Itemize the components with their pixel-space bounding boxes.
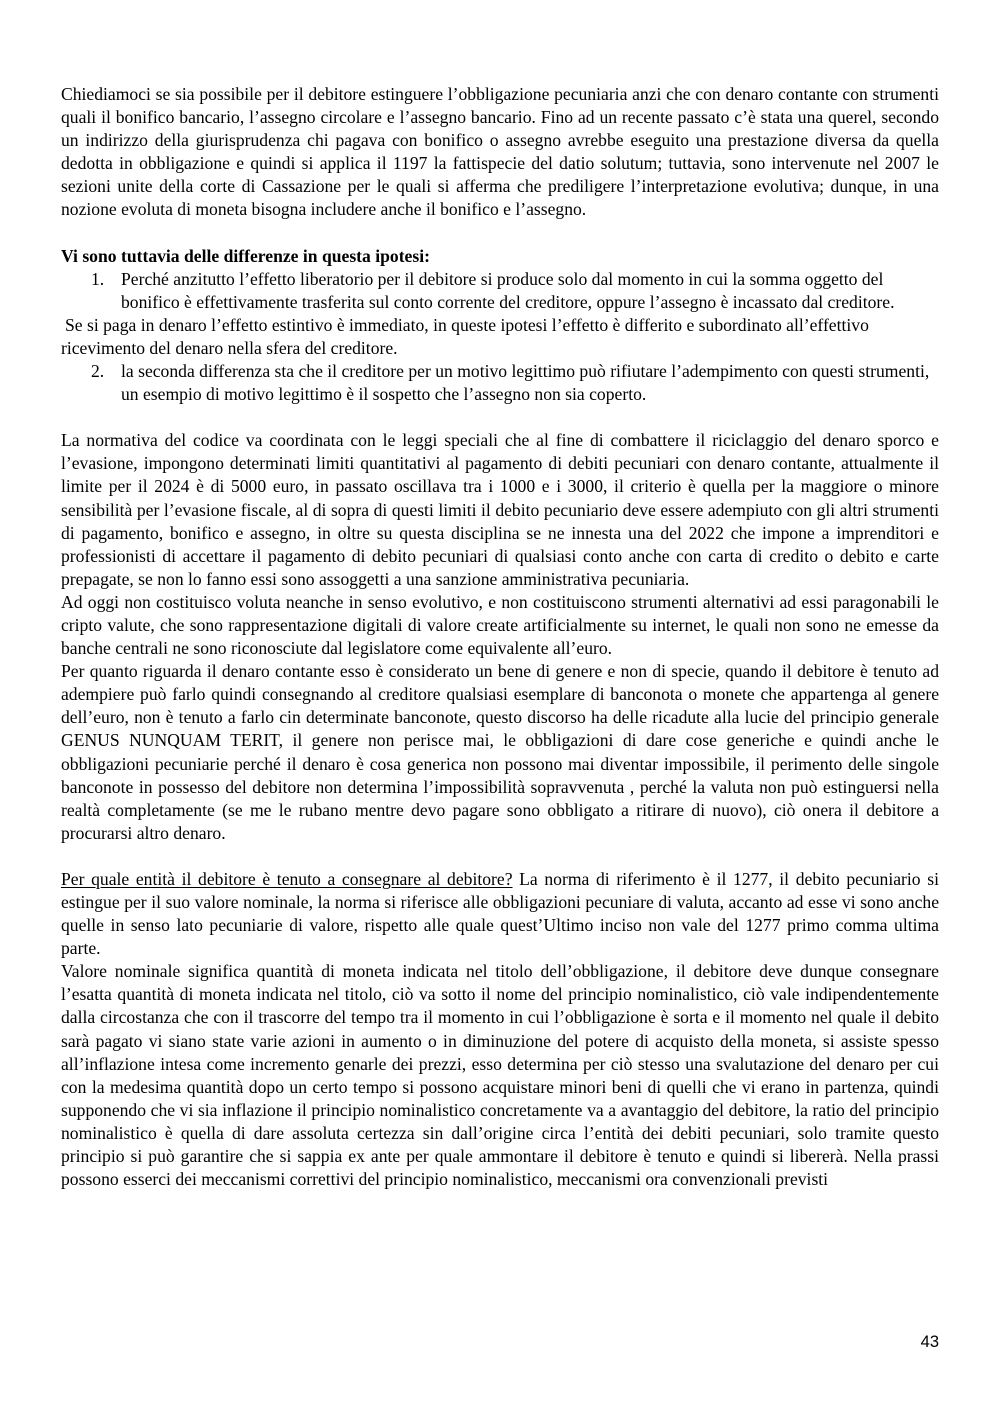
paragraph-effetto-estintivo: Se si paga in denaro l’effetto estintivo è immediato, in queste ipotesi l’effetto è differito e subordinato all’effettivo ricevimento del denaro nella sfera del creditore.: [61, 314, 869, 358]
list-number: 2.: [91, 361, 105, 382]
list-item-text: la seconda differenza sta che il creditore per un motivo legittimo può rifiutare l’adempimento con questi strumenti, un esempio di motivo legittimo è il sospetto che l’assegno non sia coperto.: [121, 361, 930, 405]
differences-list-2: [61, 360, 939, 406]
list-item-text: Perché anzitutto l’effetto liberatorio per il debitore si produce solo dal momento in cui la somma oggetto del bonifico è effettivamente trasferita sul conto corrente del creditore, oppure l’assegno è incassato dal creditore.: [121, 268, 895, 312]
document-page: [61, 83, 939, 1191]
paragraph-cripto-valute: Ad oggi non costituisco voluta neanche in senso evolutivo, e non costituiscono strumenti alternativi ad essi paragonabili le cripto valute, che sono rappresentazione digitali di valore create artificialmente su internet, le quali non sono ne emesse da banche centrali ne sono riconosciute dal legislatore come equivalente all’euro.: [61, 591, 939, 659]
paragraph-valore-nominale-question: [61, 868, 939, 960]
list-item: [61, 268, 939, 314]
underlined-question: Per quale entità il debitore è tenuto a consegnare al debitore?: [61, 868, 513, 889]
section-heading-differenze: Vi sono tuttavia delle differenze in questa ipotesi:: [61, 245, 430, 266]
paragraph-bonifico-assegno: Chiediamoci se sia possibile per il debitore estinguere l’obbligazione pecuniaria anzi che con denaro contante con strumenti quali il bonifico bancario, l’assegno circolare e l’assegno bancario. Fino ad un recente passato c’è stata una querel, secondo un indirizzo della giurisprudenza chi pagava con bonifico o assegno avrebbe eseguito una prestazione diversa da quella dedotta in obbligazione e quindi si applica il 1197 la fattispecie del datio solutum; tuttavia, sono intervenute nel 2007 le sezioni unite della corte di Cassazione per le quali si afferma che prediligere l’interpretazione evolutiva; dunque, in una nozione evoluta di moneta bisogna includere anche il bonifico e l’assegno.: [61, 84, 939, 220]
paragraph-denaro-contante: Per quanto riguarda il denaro contante esso è considerato un bene di genere e non di specie, quando il debitore è tenuto ad adempiere può farlo quindi consegnando al creditore qualsiasi esemplare di banconota o monete che appartenga al genere dell’euro, non è tenuto a farlo cin determinate banconote, questo discorso ha delle ricadute alla lucie del principio generale GENUS NUNQUAM TERIT, il genere non perisce mai, le obbligazioni di dare cose generiche e quindi anche le obbligazioni pecuniarie perché il denaro è cosa generica non possono mai diventar impossibile, il perimento delle singole banconote in possesso del debitore non determina l’impossibilità sopravvenuta , perché la valuta non può estinguersi nella realtà completamente (se me le rubano mentre devo pagare sono obbligato a ritirare di nuovo), ciò onera il debitore a procurarsi altro denaro.: [61, 661, 939, 843]
list-number: 1.: [91, 268, 105, 289]
page-number: 43: [920, 1333, 939, 1351]
paragraph-principio-nominalistico: Valore nominale significa quantità di moneta indicata nel titolo dell’obbligazione, il debitore deve dunque consegnare l’esatta quantità di moneta indicata nel titolo, ciò va sotto il nome del principio nominalistico, ciò vale indipendentemente dalla circostanza che con il trascorre del tempo tra il momento in cui l’obbligazione è sorta e il momento nel quale il debito sarà pagato vi siano state varie azioni in aumento o in diminuzione del potere di acquisto della moneta, si assiste spesso all’inflazione intesa come incremento genarle dei prezzi, esso determina per ciò stesso una svalutazione del denaro per cui con la medesima quantità dopo un certo tempo si possono acquistare minori beni di quelli che vi erano in partenza, quindi supponendo che vi sia inflazione il principio nominalistico concretamente va a avantaggio del debitore, la ratio del principio nominalistico è quella di dare assoluta certezza sin dall’origine circa l’entità dei debiti pecuniari, solo tramite questo principio si può garantire che si sappia ex ante per quale ammontare il debitore è tenuto e quindi si libererà. Nella prassi possono esserci dei meccanismi correttivi del principio nominalistico, meccanismi ora convenzionali previsti: [61, 961, 939, 1190]
paragraph-text: La norma di riferimento è il 1277, il debito pecuniario si estingue per il suo valore nominale, la norma si riferisce alle obbligazioni pecuniare di valuta, accanto ad esse vi sono anche quelle in senso lato pecuniarie di valore, rispetto alle quale quest’Ultimo inciso non vale del 1277 primo comma ultima parte.: [61, 868, 939, 959]
list-item: [61, 360, 939, 406]
differences-list-1: [61, 268, 939, 314]
paragraph-normativa-codice: La normativa del codice va coordinata con le leggi speciali che al fine di combattere il riciclaggio del denaro sporco e l’evasione, impongono determinati limiti quantitativi al pagamento di debiti pecuniari con denaro contante, attualmente il limite per il 2024 è di 5000 euro, in passato oscillava tra i 1000 e i 3000, il criterio è quella per la maggiore o minore sensibilità per l’evasione fiscale, al di sopra di questi limiti il debito pecuniario deve essere adempiuto con gli altri strumenti di pagamento, bonifico e assegno, in oltre su questa disciplina se ne innesta una del 2022 che impone a imprenditori e professionisti di accettare il pagamento di debito pecuniari di qualsiasi conto anche con carta di credito o debito e carte prepagate, se non lo fanno essi sono assoggetti a una sanzione amministrativa pecuniaria.: [61, 430, 939, 589]
